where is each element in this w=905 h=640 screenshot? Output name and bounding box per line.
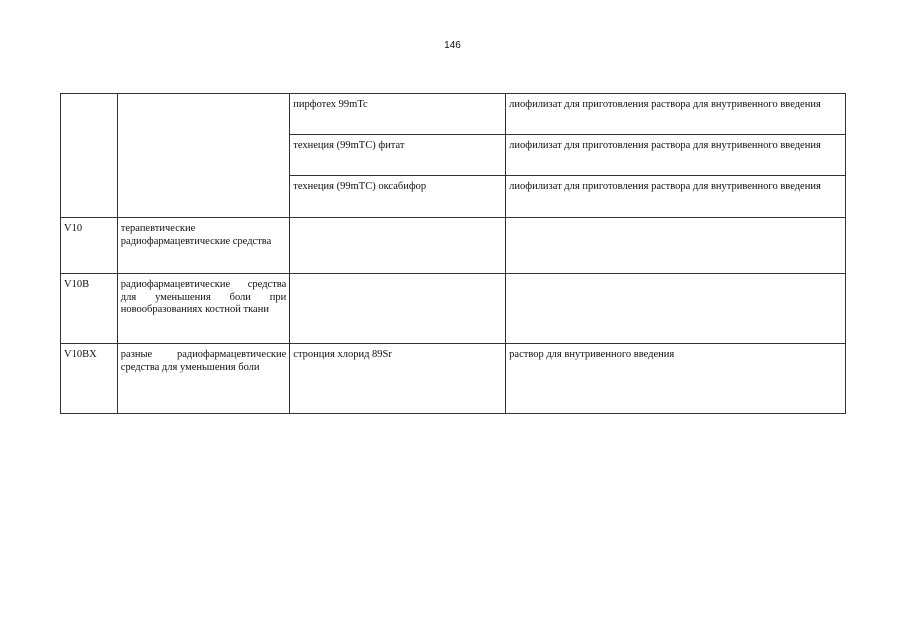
drug-table xyxy=(60,93,846,414)
dosage-form-cell: лиофилизат для приготовления раствора для внутривенного введения xyxy=(506,94,846,135)
page-number: 146 xyxy=(444,40,461,51)
atc-code-cell: V10 xyxy=(61,218,118,274)
group-name-cell: разные радиофармацевтические средства для уменьшения боли xyxy=(117,344,289,414)
drug-name-cell: стронция хлорид 89Sr xyxy=(290,344,506,414)
drug-name-cell: технеция (99mTC) оксабифор xyxy=(290,176,506,218)
table-row xyxy=(61,344,846,414)
dosage-form-cell: лиофилизат для приготовления раствора для внутривенного введения xyxy=(506,176,846,218)
dosage-form-cell: лиофилизат для приготовления раствора для внутривенного введения xyxy=(506,135,846,176)
dosage-form-cell xyxy=(506,274,846,344)
drug-name-cell: технеция (99mTC) фитат xyxy=(290,135,506,176)
atc-code-cell xyxy=(61,94,118,218)
group-name-cell: радиофармацевтические средства для уменьшения боли при новообразованиях костной ткани xyxy=(117,274,289,344)
atc-code-cell: V10BX xyxy=(61,344,118,414)
table-row xyxy=(61,274,846,344)
drug-name-cell xyxy=(290,274,506,344)
group-name-cell xyxy=(117,94,289,218)
drug-name-cell xyxy=(290,218,506,274)
group-name-cell: терапевтические радиофармацевтические средства xyxy=(117,218,289,274)
drug-name-cell: пирфотех 99mTc xyxy=(290,94,506,135)
table-row xyxy=(61,218,846,274)
table-row xyxy=(61,94,846,135)
dosage-form-cell: раствор для внутривенного введения xyxy=(506,344,846,414)
atc-code-cell: V10B xyxy=(61,274,118,344)
dosage-form-cell xyxy=(506,218,846,274)
